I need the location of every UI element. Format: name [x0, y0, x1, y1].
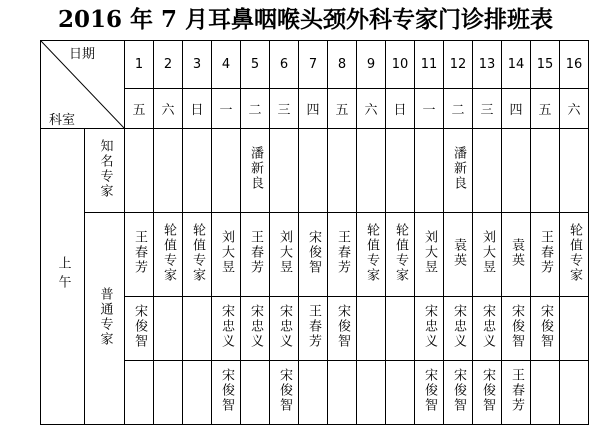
general-expert-cell: [386, 297, 415, 361]
general-expert-cell: [473, 361, 502, 425]
general-expert-cell: [444, 297, 473, 361]
date-cell: 14: [502, 41, 531, 89]
doctor-name: 宋忠义: [248, 304, 263, 349]
general-expert-cell: [299, 297, 328, 361]
date-cell: 7: [299, 41, 328, 89]
doctor-name: 宋俊智: [538, 304, 553, 349]
famous-expert-label: 知名专家: [97, 138, 113, 199]
weekday-cell: 二: [241, 89, 270, 129]
general-expert-cell: [531, 297, 560, 361]
doctor-name: 刘大昱: [480, 230, 495, 275]
famous-expert-cell: [357, 129, 386, 213]
date-cell: 4: [212, 41, 241, 89]
session-label: 上午: [55, 255, 71, 294]
weekday-cell: 四: [502, 89, 531, 129]
date-cell: 9: [357, 41, 386, 89]
general-expert-cell: [212, 213, 241, 297]
general-expert-cell: [560, 297, 589, 361]
doctor-name: 宋忠义: [422, 304, 437, 349]
department-label: 科室: [49, 113, 76, 128]
weekday-cell: 三: [270, 89, 299, 129]
doctor-name: 宋忠义: [219, 304, 234, 349]
general-expert-cell: [125, 361, 154, 425]
general-expert-cell: [415, 361, 444, 425]
doctor-name: 宋俊智: [277, 368, 292, 413]
famous-expert-cell: [328, 129, 357, 213]
weekday-cell: 四: [299, 89, 328, 129]
doctor-name: 宋俊智: [451, 368, 466, 413]
doctor-name: 刘大昱: [422, 230, 437, 275]
general-expert-cell: [444, 213, 473, 297]
doctor-name: 王春芳: [306, 304, 321, 349]
general-expert-cell: [299, 361, 328, 425]
weekday-cell: 六: [357, 89, 386, 129]
general-expert-cell: [473, 297, 502, 361]
general-expert-cell: [125, 213, 154, 297]
general-expert-cell: [386, 213, 415, 297]
weekday-cell: 六: [560, 89, 589, 129]
doctor-name: 宋忠义: [451, 304, 466, 349]
famous-expert-cell: [560, 129, 589, 213]
doctor-name: 刘大昱: [277, 230, 292, 275]
weekday-cell: 日: [183, 89, 212, 129]
general-expert-cell: [357, 213, 386, 297]
doctor-name: 王春芳: [538, 230, 553, 275]
famous-expert-cell: [444, 129, 473, 213]
general-expert-cell: [212, 297, 241, 361]
general-expert-cell: [444, 361, 473, 425]
general-expert-cell: [154, 361, 183, 425]
doctor-name: 潘新良: [248, 146, 263, 191]
date-cell: 12: [444, 41, 473, 89]
general-expert-cell: [560, 361, 589, 425]
date-cell: 8: [328, 41, 357, 89]
general-expert-cell: [270, 213, 299, 297]
session-cell: [41, 129, 85, 425]
weekday-cell: 六: [154, 89, 183, 129]
doctor-name: 宋俊智: [422, 368, 437, 413]
general-expert-cell: [415, 213, 444, 297]
doctor-name: 刘大昱: [219, 230, 234, 275]
doctor-name: 轮值专家: [161, 222, 176, 283]
general-expert-cell: [183, 361, 212, 425]
general-expert-cell: [241, 361, 270, 425]
date-cell: 6: [270, 41, 299, 89]
general-expert-cell: [415, 297, 444, 361]
date-cell: 13: [473, 41, 502, 89]
general-expert-cell: [531, 213, 560, 297]
doctor-name: 袁英: [451, 237, 466, 268]
weekday-cell: 三: [473, 89, 502, 129]
page-title: 2016 年 7 月耳鼻咽喉头颈外科专家门诊排班表: [57, 6, 554, 33]
general-expert-cell: [125, 297, 154, 361]
general-expert-label: 普通专家: [97, 286, 113, 347]
doctor-name: 王春芳: [248, 230, 263, 275]
date-cell: 10: [386, 41, 415, 89]
general-expert-cell: [328, 361, 357, 425]
general-expert-cell: [270, 297, 299, 361]
doctor-name: 宋俊智: [219, 368, 234, 413]
doctor-name: 宋俊智: [306, 230, 321, 275]
weekday-cell: 一: [415, 89, 444, 129]
famous-expert-label-cell: [85, 129, 125, 213]
date-cell: 3: [183, 41, 212, 89]
date-cell: 5: [241, 41, 270, 89]
general-expert-cell: [386, 361, 415, 425]
date-label: 日期: [69, 47, 96, 62]
general-expert-cell: [183, 297, 212, 361]
general-expert-cell: [299, 213, 328, 297]
general-expert-cell: [241, 213, 270, 297]
general-expert-cell: [241, 297, 270, 361]
doctor-name: 轮值专家: [190, 222, 205, 283]
general-expert-cell: [502, 297, 531, 361]
weekday-cell: 五: [328, 89, 357, 129]
general-expert-cell: [154, 297, 183, 361]
famous-expert-cell: [473, 129, 502, 213]
weekday-cell: 五: [531, 89, 560, 129]
doctor-name: 轮值专家: [567, 222, 582, 283]
famous-expert-cell: [241, 129, 270, 213]
famous-expert-cell: [125, 129, 154, 213]
date-cell: 11: [415, 41, 444, 89]
famous-expert-cell: [502, 129, 531, 213]
doctor-name: 宋俊智: [480, 368, 495, 413]
general-expert-cell: [270, 361, 299, 425]
header-corner: [41, 41, 125, 129]
date-cell: 2: [154, 41, 183, 89]
doctor-name: 宋忠义: [277, 304, 292, 349]
famous-expert-cell: [212, 129, 241, 213]
famous-expert-cell: [415, 129, 444, 213]
doctor-name: 轮值专家: [364, 222, 379, 283]
doctor-name: 王春芳: [335, 230, 350, 275]
famous-expert-cell: [183, 129, 212, 213]
doctor-name: 宋忠义: [480, 304, 495, 349]
weekday-cell: 二: [444, 89, 473, 129]
famous-expert-cell: [270, 129, 299, 213]
date-cell: 15: [531, 41, 560, 89]
doctor-name: 宋俊智: [132, 304, 147, 349]
schedule-table: [40, 40, 589, 425]
famous-expert-cell: [386, 129, 415, 213]
general-expert-cell: [473, 213, 502, 297]
general-expert-cell: [357, 361, 386, 425]
general-expert-cell: [328, 213, 357, 297]
date-cell: 16: [560, 41, 589, 89]
general-expert-label-cell: [85, 213, 125, 425]
doctor-name: 王春芳: [509, 368, 524, 413]
weekday-cell: 日: [386, 89, 415, 129]
famous-expert-cell: [154, 129, 183, 213]
famous-expert-cell: [531, 129, 560, 213]
general-expert-cell: [560, 213, 589, 297]
general-expert-cell: [502, 213, 531, 297]
general-expert-cell: [531, 361, 560, 425]
general-expert-cell: [328, 297, 357, 361]
general-expert-cell: [357, 297, 386, 361]
doctor-name: 袁英: [509, 237, 524, 268]
general-expert-cell: [154, 213, 183, 297]
general-expert-cell: [183, 213, 212, 297]
famous-expert-cell: [299, 129, 328, 213]
doctor-name: 宋俊智: [335, 304, 350, 349]
date-cell: 1: [125, 41, 154, 89]
weekday-cell: 一: [212, 89, 241, 129]
general-expert-cell: [212, 361, 241, 425]
general-expert-cell: [502, 361, 531, 425]
doctor-name: 宋俊智: [509, 304, 524, 349]
doctor-name: 轮值专家: [393, 222, 408, 283]
doctor-name: 王春芳: [132, 230, 147, 275]
doctor-name: 潘新良: [451, 146, 466, 191]
weekday-cell: 五: [125, 89, 154, 129]
